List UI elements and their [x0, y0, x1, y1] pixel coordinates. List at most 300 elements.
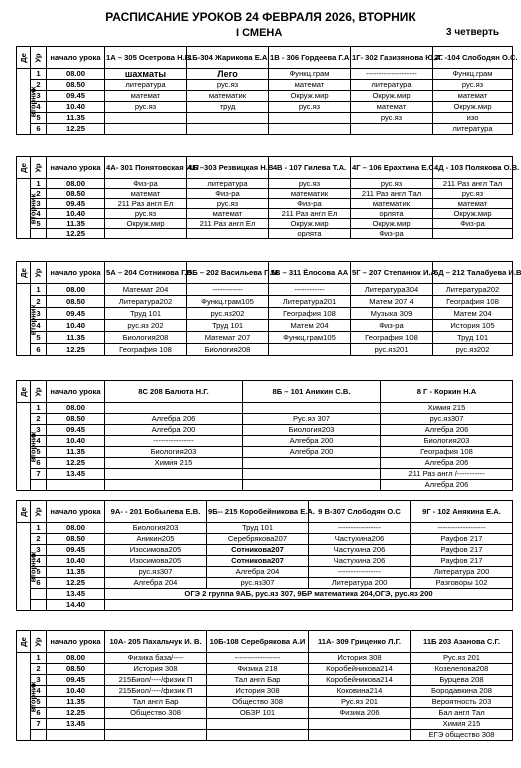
- subject-cell: 211 Раз англ Ел: [105, 199, 187, 209]
- class-header: 9Б-- 215 Коробейникова Е.А.: [207, 501, 309, 523]
- lesson-number-header: [31, 157, 47, 179]
- day-label: вторник: [28, 86, 38, 117]
- lesson-number: 5: [31, 332, 47, 344]
- day-label: вторник: [28, 681, 38, 712]
- header-row: [17, 262, 513, 284]
- lesson-number: 3: [31, 675, 47, 686]
- subject-cell: 211 Раз англ Ел: [187, 219, 269, 229]
- subject-cell: [269, 113, 351, 124]
- quarter-label: 3 четверть: [446, 27, 500, 38]
- schedule-table-grade8: [16, 380, 513, 491]
- class-header: 1Г- 302 Газизянова Ю.А.: [351, 47, 433, 69]
- lesson-row: [17, 686, 513, 697]
- day-label: вторник: [28, 193, 38, 224]
- lesson-time: [47, 480, 105, 491]
- subject-cell: --------------------: [351, 69, 433, 80]
- subject-cell: 211 Раз англ /-----------: [381, 469, 513, 480]
- subject-cell: Коковина214: [309, 686, 411, 697]
- lesson-time: 08.00: [47, 523, 105, 534]
- subject-cell: География 108: [269, 308, 351, 320]
- lesson-number: 7: [31, 469, 47, 480]
- lesson-number-header: [31, 631, 47, 653]
- lesson-time: [47, 730, 105, 741]
- lesson-number: 1: [31, 403, 47, 414]
- lesson-time: 12.25: [47, 124, 105, 135]
- lesson-number-header-label: Ур: [33, 386, 43, 397]
- lesson-time: 11.35: [47, 447, 105, 458]
- lesson-row: [17, 653, 513, 664]
- class-header: 1Б-304 Жарикова Е.А: [187, 47, 269, 69]
- subject-cell: [105, 719, 207, 730]
- exam-note: ОГЭ 2 группа 9АБ, рус.яз 307, 9БР математика 204,ОГЭ, рус.яз 200: [105, 589, 513, 600]
- lesson-number: 1: [31, 653, 47, 664]
- day-cell: [17, 403, 38, 491]
- start-time-header: начало урока: [47, 381, 105, 403]
- subject-cell: География 108: [351, 332, 433, 344]
- subject-cell: Вероятность 203: [411, 697, 513, 708]
- schedule-table-grade5: [16, 261, 521, 356]
- subject-cell: математ: [433, 91, 513, 102]
- lesson-row: [17, 545, 513, 556]
- subject-cell: Окруж.мир: [269, 219, 351, 229]
- lesson-row: [17, 320, 513, 332]
- subject-cell: Физ-ра: [269, 199, 351, 209]
- subject-cell: История 105: [433, 320, 513, 332]
- subject-cell: Аникин205: [105, 534, 207, 545]
- subject-cell: рус.яз202: [187, 308, 269, 320]
- subject-cell: Окруж.мир: [105, 219, 187, 229]
- start-time-header: начало урока: [47, 262, 105, 284]
- subject-cell: Химия 215: [105, 458, 243, 469]
- lesson-time: 12.25: [47, 229, 105, 239]
- subject-cell: Окруж.мир: [433, 102, 513, 113]
- subject-cell: Сотникова207: [207, 545, 309, 556]
- subject-cell: Физ-ра: [433, 219, 513, 229]
- day-header: [17, 381, 31, 403]
- lesson-time: 08.50: [47, 534, 105, 545]
- lesson-time: 08.00: [47, 653, 105, 664]
- lesson-row: [17, 556, 513, 567]
- class-header: 5Б – 202 Васильева П.М.: [187, 262, 269, 284]
- lesson-row: [17, 469, 513, 480]
- subject-cell: Рауфов 217: [411, 556, 513, 567]
- subject-cell: Алгебра 200: [243, 447, 381, 458]
- subject-cell: [243, 403, 381, 414]
- class-header: 5Г – 207 Степанюк И.А.: [351, 262, 433, 284]
- lesson-number-header: [31, 501, 47, 523]
- lesson-number: 6: [31, 708, 47, 719]
- lesson-time: 11.35: [47, 113, 105, 124]
- schedule-table-grade1-2: [16, 46, 518, 135]
- subject-cell: математ: [269, 80, 351, 91]
- subject-cell: [187, 113, 269, 124]
- subject-cell: Биология203: [243, 425, 381, 436]
- subject-cell: литература: [105, 80, 187, 91]
- class-header: 10А- 205 Пахальчук И. В.: [105, 631, 207, 653]
- lesson-time: 13.45: [47, 589, 105, 600]
- day-header-label: Де: [18, 506, 28, 517]
- subject-cell: -------------------: [411, 523, 513, 534]
- subject-cell: Литература201: [269, 296, 351, 308]
- subject-cell: Частухина 206: [309, 545, 411, 556]
- subject-cell: рус.яз: [105, 102, 187, 113]
- lesson-number: 1: [31, 179, 47, 189]
- lesson-row: [17, 113, 513, 124]
- subject-cell: История 308: [207, 686, 309, 697]
- class-header: 5Д – 212 Талабуева И.В: [433, 262, 513, 284]
- subject-cell: рус.яз307: [207, 578, 309, 589]
- subject-cell: Биология203: [105, 523, 207, 534]
- lesson-time: 08.00: [47, 403, 105, 414]
- subject-cell: рус.яз307: [105, 567, 207, 578]
- lesson-row: [17, 480, 513, 491]
- lesson-number: 7: [31, 719, 47, 730]
- subject-cell: рус.яз: [433, 189, 513, 199]
- lesson-number: 4: [31, 320, 47, 332]
- lesson-time: 08.50: [47, 664, 105, 675]
- lesson-number: 4: [31, 686, 47, 697]
- class-header: 10Б-108 Серебрякова А.И: [207, 631, 309, 653]
- subject-cell: [207, 719, 309, 730]
- subject-cell: 211 Раз англ Тал: [351, 189, 433, 199]
- day-cell: [17, 69, 38, 135]
- lesson-row: [17, 69, 513, 80]
- subject-cell: математ: [187, 209, 269, 219]
- lesson-row: [17, 199, 513, 209]
- subject-cell: [269, 344, 351, 356]
- lesson-number: 3: [31, 91, 47, 102]
- lesson-number: 5: [31, 219, 47, 229]
- class-header: 4А- 301 Понятовская И.П: [105, 157, 187, 179]
- subject-cell: Окруж.мир: [269, 91, 351, 102]
- subject-cell: математ: [105, 189, 187, 199]
- start-time-header: начало урока: [47, 157, 105, 179]
- subject-cell: рус.яз: [433, 80, 513, 91]
- lesson-time: 10.40: [47, 102, 105, 113]
- subject-cell: Химия 215: [381, 403, 513, 414]
- lesson-time: 09.45: [47, 545, 105, 556]
- subject-cell: рус.яз: [351, 113, 433, 124]
- lesson-row: [17, 697, 513, 708]
- lesson-row: [17, 179, 513, 189]
- subject-cell: рус.яз: [351, 179, 433, 189]
- subject-cell: изо: [433, 113, 513, 124]
- lesson-number: 5: [31, 567, 47, 578]
- subject-cell: ------------------: [207, 653, 309, 664]
- exam-note-row: [17, 589, 513, 600]
- day-header: [17, 501, 31, 523]
- header-row: [17, 381, 513, 403]
- lesson-number: 3: [31, 425, 47, 436]
- subject-cell: Алгебра 204: [207, 567, 309, 578]
- subject-cell: Литература202: [105, 296, 187, 308]
- lesson-row: [17, 675, 513, 686]
- subject-cell: Бал англ Тал: [411, 708, 513, 719]
- subject-cell: Функц.грам105: [269, 332, 351, 344]
- subject-cell: Алгебра 206: [381, 480, 513, 491]
- subject-cell: Математ 207: [187, 332, 269, 344]
- subject-cell: Музыка 309: [351, 308, 433, 320]
- subject-cell: Физ-ра: [351, 320, 433, 332]
- class-header: 8Б – 101 Аникин С.В.: [243, 381, 381, 403]
- subject-cell: Биология203: [105, 447, 243, 458]
- start-time-header: начало урока: [47, 47, 105, 69]
- subject-cell: [187, 124, 269, 135]
- subject-cell: Литература 200: [309, 578, 411, 589]
- subject-cell: литература: [187, 179, 269, 189]
- subject-cell: [105, 469, 243, 480]
- subject-cell: -----------------: [309, 523, 411, 534]
- subject-cell: Функц.грам: [433, 69, 513, 80]
- lesson-time: 10.40: [47, 436, 105, 447]
- subject-cell: орлята: [269, 229, 351, 239]
- subject-cell: труд: [187, 102, 269, 113]
- subject-cell: литература: [433, 124, 513, 135]
- class-header: 4Д - 103 Полякова О.В.: [433, 157, 513, 179]
- subject-cell: Химия 215: [411, 719, 513, 730]
- subject-cell: [105, 229, 187, 239]
- subject-cell: Труд 101: [433, 332, 513, 344]
- day-header-label: Де: [18, 386, 28, 397]
- lesson-number: 2: [31, 534, 47, 545]
- subject-cell: рус.яз202: [433, 344, 513, 356]
- subject-cell: Серебрякова207: [207, 534, 309, 545]
- lesson-number-header-label: Ур: [33, 506, 43, 517]
- subject-cell: [207, 730, 309, 741]
- subject-cell: [269, 124, 351, 135]
- subject-cell: шахматы: [105, 69, 187, 80]
- subject-cell: География 108: [433, 296, 513, 308]
- lesson-number-header-label: Ур: [33, 162, 43, 173]
- subject-cell: -----------------: [309, 567, 411, 578]
- header-row: [17, 157, 513, 179]
- subject-cell: орлята: [351, 209, 433, 219]
- lesson-number: [31, 229, 47, 239]
- subject-cell: [105, 113, 187, 124]
- subject-cell: География 108: [105, 344, 187, 356]
- subject-cell: математ: [433, 199, 513, 209]
- subject-cell: Алгебра 200: [105, 425, 243, 436]
- subject-cell: Матем 204: [433, 308, 513, 320]
- subtitle-row: [0, 27, 521, 41]
- lesson-time: 11.35: [47, 332, 105, 344]
- subject-cell: Физ-ра: [105, 179, 187, 189]
- lesson-time: 09.45: [47, 199, 105, 209]
- day-label: вторник: [28, 304, 38, 335]
- subject-cell: Рус.яз 307: [243, 414, 381, 425]
- subject-cell: Литература 200: [411, 567, 513, 578]
- subject-cell: Биология208: [105, 332, 187, 344]
- lesson-time: 12.25: [47, 578, 105, 589]
- lesson-row: [17, 436, 513, 447]
- subject-cell: [105, 730, 207, 741]
- subject-cell: Алгебра 204: [105, 578, 207, 589]
- class-header: 5В – 311 Ёлосова АА: [269, 262, 351, 284]
- subject-cell: Биология203: [381, 436, 513, 447]
- lesson-time: 10.40: [47, 320, 105, 332]
- lesson-number: [31, 600, 47, 611]
- header-row: [17, 47, 513, 69]
- subject-cell: Частухина 206: [309, 556, 411, 567]
- day-label: вторник: [28, 431, 38, 462]
- lesson-number-header-label: Ур: [33, 52, 43, 63]
- page-title: РАСПИСАНИЕ УРОКОВ 24 ФЕВРАЛЯ 2026, ВТОРНИК: [105, 10, 416, 24]
- lesson-row: [17, 344, 513, 356]
- subject-cell: Физ-ра: [351, 229, 433, 239]
- lesson-time: 13.45: [47, 719, 105, 730]
- subject-cell: рус.яз: [187, 80, 269, 91]
- lesson-time: 09.45: [47, 91, 105, 102]
- lesson-time: 08.50: [47, 296, 105, 308]
- lesson-time: 11.35: [47, 697, 105, 708]
- subject-cell: рус.яз307: [381, 414, 513, 425]
- subject-cell: рус.яз: [269, 102, 351, 113]
- schedule-table-grade9: [16, 500, 513, 611]
- class-header: 4Г – 106 Ерахтина Е.С: [351, 157, 433, 179]
- class-header: 9А- - 201 Бобылева Е.В.: [105, 501, 207, 523]
- shift-label: I СМЕНА: [236, 27, 283, 39]
- subject-cell: [309, 730, 411, 741]
- header-row: [17, 631, 513, 653]
- subject-cell: Алгебра 206: [381, 425, 513, 436]
- class-header: 4В - 107 Гилева Т.А.: [269, 157, 351, 179]
- lesson-time: 08.50: [47, 80, 105, 91]
- day-header-label: Де: [18, 52, 28, 63]
- subject-cell: Математ 204: [105, 284, 187, 296]
- class-header: 11А- 309 Гриценко Л.Г.: [309, 631, 411, 653]
- subject-cell: математ: [351, 102, 433, 113]
- lesson-number: 2: [31, 189, 47, 199]
- subject-cell: Изосимова205: [105, 545, 207, 556]
- lesson-number-header: [31, 47, 47, 69]
- subject-cell: Алгебра 206: [105, 414, 243, 425]
- subject-cell: Физика 206: [309, 708, 411, 719]
- lesson-number: 4: [31, 436, 47, 447]
- lesson-row: [17, 730, 513, 741]
- class-header: 9 В-307 Слободян О.С: [309, 501, 411, 523]
- subject-cell: [187, 229, 269, 239]
- lesson-time: 09.45: [47, 675, 105, 686]
- lesson-time: 08.00: [47, 69, 105, 80]
- subject-cell: ЕГЭ общество 308: [411, 730, 513, 741]
- subject-cell: рус.яз: [269, 179, 351, 189]
- day-cell: [17, 179, 38, 239]
- subject-cell: 211 Раз англ Тал: [433, 179, 513, 189]
- subject-cell: Общество 308: [207, 697, 309, 708]
- lesson-row: [17, 284, 513, 296]
- subject-cell: Литература202: [433, 284, 513, 296]
- subject-cell: Литература304: [351, 284, 433, 296]
- subject-cell: рус.яз: [187, 199, 269, 209]
- extra-time-row: [17, 600, 513, 611]
- subject-cell: 215Биол/----/физик П: [105, 686, 207, 697]
- class-header: 2Г -104 Слободян О.С.: [433, 47, 513, 69]
- lesson-time: 08.50: [47, 189, 105, 199]
- subject-cell: Труд 101: [187, 320, 269, 332]
- subject-cell: Лего: [187, 69, 269, 80]
- lesson-row: [17, 458, 513, 469]
- lesson-row: [17, 80, 513, 91]
- subject-cell: Сотникова207: [207, 556, 309, 567]
- subject-cell: математ: [105, 91, 187, 102]
- subject-cell: [243, 469, 381, 480]
- day-cell: [17, 523, 38, 611]
- lesson-row: [17, 102, 513, 113]
- lesson-number: 6: [31, 344, 47, 356]
- subject-cell: Коробейникова214: [309, 675, 411, 686]
- lesson-row: [17, 719, 513, 730]
- lesson-row: [17, 229, 513, 239]
- subject-cell: ------------: [269, 284, 351, 296]
- subject-cell: Общество 308: [105, 708, 207, 719]
- lesson-row: [17, 91, 513, 102]
- subject-cell: История 308: [105, 664, 207, 675]
- lesson-number: 2: [31, 414, 47, 425]
- lesson-row: [17, 219, 513, 229]
- lesson-time: 10.40: [47, 686, 105, 697]
- subject-cell: 211 Раз англ Ел: [269, 209, 351, 219]
- day-header: [17, 47, 31, 69]
- lesson-number: 2: [31, 664, 47, 675]
- start-time-header: начало урока: [47, 501, 105, 523]
- lesson-number: 1: [31, 284, 47, 296]
- subject-cell: Рус.яз 201: [411, 653, 513, 664]
- subject-cell: Физика 218: [207, 664, 309, 675]
- subject-cell: География 108: [381, 447, 513, 458]
- lesson-number: 4: [31, 102, 47, 113]
- lesson-time: 12.25: [47, 344, 105, 356]
- empty-cell: [105, 600, 513, 611]
- day-cell: [17, 653, 38, 741]
- lesson-time: 08.50: [47, 414, 105, 425]
- lesson-row: [17, 414, 513, 425]
- lesson-number: [31, 480, 47, 491]
- lesson-number: 2: [31, 296, 47, 308]
- subject-cell: История 308: [309, 653, 411, 664]
- subject-cell: [105, 124, 187, 135]
- lesson-time: 11.35: [47, 567, 105, 578]
- subject-cell: [309, 719, 411, 730]
- lesson-time: 08.00: [47, 284, 105, 296]
- class-header: 1В - 306 Гордеева Г.А.: [269, 47, 351, 69]
- schedule-table-grade4: [16, 156, 520, 239]
- subject-cell: литература: [351, 80, 433, 91]
- day-cell: [17, 284, 38, 356]
- lesson-row: [17, 534, 513, 545]
- class-header: 5А – 204 Сотникова Г.В.: [105, 262, 187, 284]
- subject-cell: Алгебра 200: [243, 436, 381, 447]
- lesson-time: 10.40: [47, 556, 105, 567]
- class-header: 11Б 203 Азанова С.Г.: [411, 631, 513, 653]
- lesson-number: 5: [31, 447, 47, 458]
- lesson-time: 09.45: [47, 425, 105, 436]
- subject-cell: математик: [351, 199, 433, 209]
- subject-cell: рус.яз201: [351, 344, 433, 356]
- lesson-number: 3: [31, 308, 47, 320]
- lesson-number: 6: [31, 124, 47, 135]
- subject-cell: ------------: [187, 284, 269, 296]
- subject-cell: ОБЗР 101: [207, 708, 309, 719]
- subject-cell: Разговоры 102: [411, 578, 513, 589]
- lesson-row: [17, 124, 513, 135]
- subject-cell: Функц.грам: [269, 69, 351, 80]
- lesson-row: [17, 189, 513, 199]
- subject-cell: Труд 101: [105, 308, 187, 320]
- header-row: [17, 501, 513, 523]
- lesson-time: 11.35: [47, 219, 105, 229]
- subject-cell: Физика база/----: [105, 653, 207, 664]
- lesson-number: 5: [31, 113, 47, 124]
